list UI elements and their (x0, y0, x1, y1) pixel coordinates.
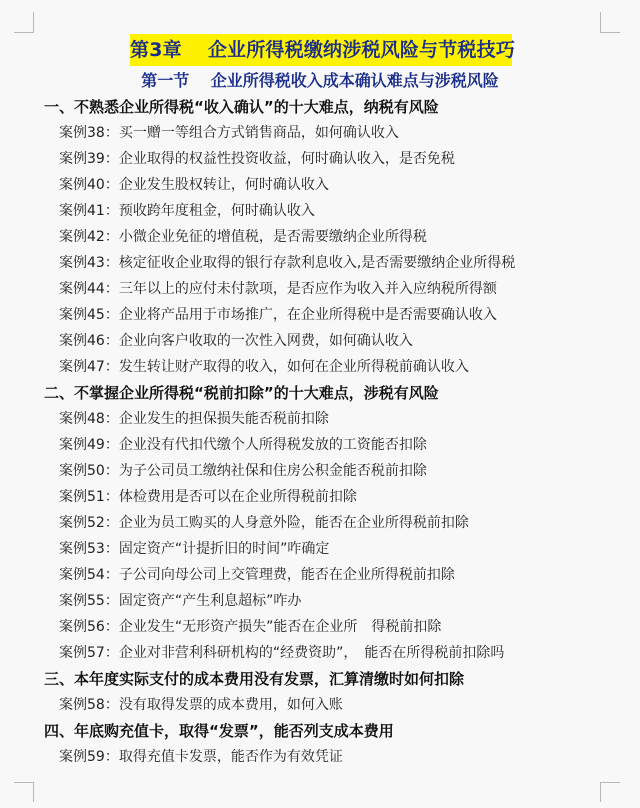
section-title: 第一节 企业所得税收入成本确认难点与涉税风险 (141, 71, 499, 90)
case-item: 案例55：固定资产“产生利息超标”咋办 (59, 593, 302, 609)
crop-mark (600, 782, 601, 802)
case-item: 案例44：三年以上的应付未付款项，是否应作为收入并入应纳税所得额 (59, 281, 497, 297)
case-item: 案例48：企业发生的担保损失能否税前扣除 (59, 411, 329, 427)
crop-mark (600, 32, 620, 33)
case-item: 案例41：预收跨年度租金，何时确认收入 (59, 203, 315, 219)
crop-mark (600, 782, 620, 783)
case-item: 案例51：体检费用是否可以在企业所得税前扣除 (59, 489, 357, 505)
case-item: 案例58：没有取得发票的成本费用，如何入账 (59, 697, 343, 713)
crop-mark (33, 782, 34, 802)
chapter-title: 第3章 企业所得税缴纳涉税风险与节税技巧 (130, 34, 512, 66)
crop-mark (600, 12, 601, 32)
case-item: 案例53：固定资产“计提折旧的时间”咋确定 (59, 541, 330, 557)
case-item: 案例59：取得充值卡发票，能否作为有效凭证 (59, 749, 343, 765)
group-heading: 四、年底购充值卡，取得“发票”，能否列支成本费用 (44, 722, 394, 740)
crop-mark (14, 782, 34, 783)
case-item: 案例54：子公司向母公司上交管理费，能否在企业所得税前扣除 (59, 567, 455, 583)
case-item: 案例43：核定征收企业取得的银行存款利息收入,是否需要缴纳企业所得税 (59, 255, 516, 271)
group-heading: 一、不熟悉企业所得税“收入确认”的十大难点，纳税有风险 (44, 98, 439, 116)
case-item: 案例42：小微企业免征的增值税，是否需要缴纳企业所得税 (59, 229, 427, 245)
outline (0, 94, 640, 770)
case-item: 案例52：企业为员工购买的人身意外险，能否在企业所得税前扣除 (59, 515, 469, 531)
crop-mark (33, 12, 34, 32)
case-item: 案例50：为子公司员工缴纳社保和住房公积金能否税前扣除 (59, 463, 427, 479)
case-item: 案例46：企业向客户收取的一次性入网费，如何确认收入 (59, 333, 413, 349)
case-item: 案例40：企业发生股权转让，何时确认收入 (59, 177, 329, 193)
case-item: 案例47：发生转让财产取得的收入，如何在企业所得税前确认收入 (59, 359, 469, 375)
group-heading: 三、本年度实际支付的成本费用没有发票，汇算清缴时如何扣除 (44, 670, 465, 688)
group-heading: 二、不掌握企业所得税“税前扣除”的十大难点，涉税有风险 (44, 384, 439, 402)
case-item: 案例38：买一赠一等组合方式销售商品，如何确认收入 (59, 125, 399, 141)
case-item: 案例49：企业没有代扣代缴个人所得税发放的工资能否扣除 (59, 437, 427, 453)
case-item: 案例57：企业对非营利科研机构的“经费资助”， 能否在所得税前扣除吗 (59, 645, 505, 661)
case-item: 案例56：企业发生“无形资产损失”能否在企业所 得税前扣除 (59, 619, 442, 635)
case-item: 案例39：企业取得的权益性投资收益，何时确认收入，是否免税 (59, 151, 455, 167)
case-item: 案例45：企业将产品用于市场推广，在企业所得税中是否需要确认收入 (59, 307, 497, 323)
crop-mark (14, 32, 34, 33)
